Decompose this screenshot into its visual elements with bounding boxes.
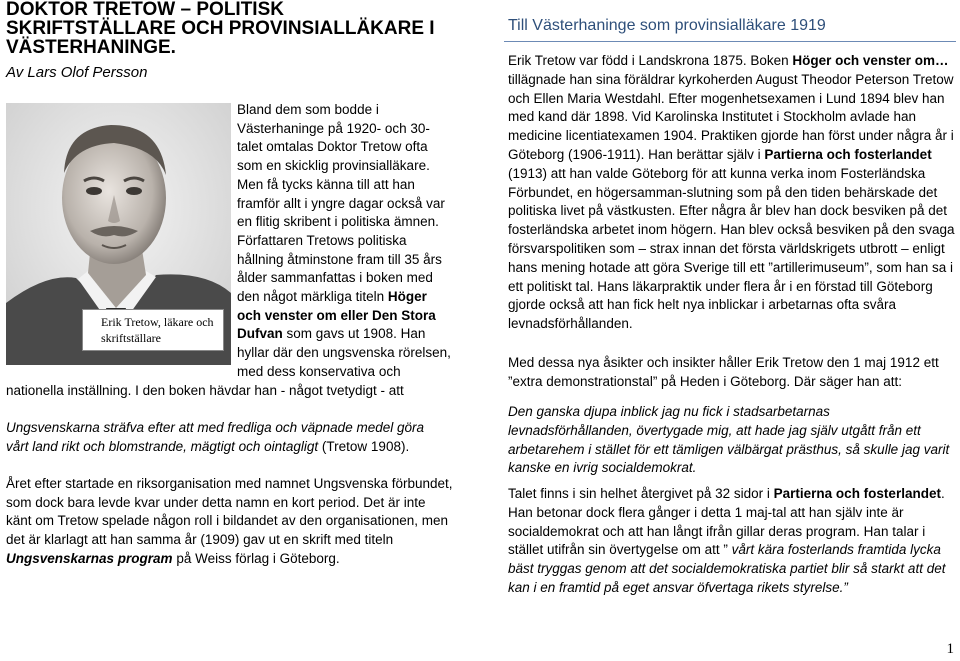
right-paragraph-2: [508, 354, 958, 392]
paragraph-line: med kand där 1898. Vid Karolinska Institutet i Stockholm avlade han: [508, 109, 916, 125]
paragraph-line: ”extra demonstrationstal” på Heden i Göteborg. Där säger han att:: [508, 373, 902, 389]
intro-paragraph: [237, 101, 472, 382]
paragraph-line: gjorde också att han fick helt nya inblickar i arbetarnas ofta svåra: [508, 297, 896, 313]
right-quote: [508, 403, 958, 478]
intro-line: [237, 325, 472, 344]
title-line-1: DOKTOR TRETOW – POLITISK: [6, 0, 284, 20]
quoted-text: vårt kära fosterlands framtida lycka: [731, 542, 941, 558]
intro-line: hållning åtminstone fram till 35 års: [237, 251, 442, 267]
pamphlet-title: Ungsvenskarnas program: [6, 550, 173, 566]
quote-paragraph: [6, 419, 476, 456]
caption-line-1: Erik Tretow, läkare och: [101, 315, 214, 329]
book-title: Partierna och fosterlandet: [773, 486, 941, 501]
intro-line: Men få tycks känna till att han: [237, 176, 415, 192]
intro-line: framför allt i yngre dagar också var: [237, 195, 445, 211]
paragraph-line: Han betonar dock flera gånger i detta 1 maj-tal att han själv inte är: [508, 504, 904, 520]
intro-line: Bland dem som bodde i: [237, 102, 379, 117]
paragraph-line: [6, 550, 476, 569]
quote-line: kanske en ivrig socialdemokrat.: [508, 460, 697, 476]
title-line-3: VÄSTERHANINGE.: [6, 37, 176, 58]
paragraph-line: (1913) att han valde Göteborg för att kunna verka inom Fosterländska: [508, 165, 926, 181]
intro-line-text: som gavs ut 1908. Han: [282, 326, 426, 342]
intro-line: [237, 288, 472, 307]
paragraph-line: tillägnade han sina föräldrar kyrkoherden August Theodor Peterson Tretow: [508, 71, 954, 87]
book-title-part-b: och venster om eller Den Stora: [237, 307, 436, 323]
paragraph-line: det är klarlagt att han samma år (1909) gav ut en skrift med titeln: [6, 532, 394, 548]
paragraph-line: Året efter startade en riksorganisation med namnet Ungsvenska förbundet,: [6, 476, 453, 491]
quote-line: arbetarehem i stället för ett tämligen välbärgat prästhus, så skulle jag varit: [508, 441, 950, 457]
article-title: [6, 0, 476, 57]
paragraph-text: Talet finns i sin helhet återgivet på 32 sidor i: [508, 486, 774, 501]
paragraph-line: Med dessa nya åsikter och insikter håller Erik Tretow den 1 maj 1912 ett: [508, 355, 939, 370]
paragraph-line: bäst tryggas genom att det socialdemokratiska partiet blir så starkt att det: [508, 561, 946, 577]
author-byline: Av Lars Olof Persson: [6, 64, 148, 81]
paragraph-line: [508, 146, 958, 165]
quote-text: vårt land rikt och blomstrande, mägtigt och ointagligt: [6, 438, 319, 454]
paragraph-text: Göteborg (1906-1911). Han berättar själv i: [508, 146, 765, 162]
paragraph-line: [508, 52, 958, 71]
intro-line: en flitig skribent i politiska ämnen.: [237, 214, 439, 230]
book-title-part-a: Höger: [387, 289, 427, 305]
intro-line-text: den något märkliga titeln: [237, 289, 388, 305]
title-line-2: SKRIFTSTÄLLARE OCH PROVINSIALLÄKARE I: [6, 18, 435, 39]
quote-line: levnadsförhållanden, övertygade mig, att hade jag själv utgått från ett: [508, 422, 921, 438]
book-title: Partierna och fosterlandet: [764, 146, 932, 162]
paragraph-text: på Weiss förlag i Göteborg.: [172, 550, 340, 566]
paragraph-line: fosterländska arbetet inom högern. Han blev också besviken på den svaga: [508, 222, 955, 238]
paragraph-line: försvarspolitiken som – strax innan det första världskrigets utbrott – enligt: [508, 240, 945, 256]
paragraph-text: Erik Tretow var född i Landskrona 1875. Boken: [508, 53, 793, 68]
paragraph-2: [6, 475, 476, 569]
intro-line: Författaren Tretows politiska: [237, 232, 407, 248]
intro-line: ålder sammanfattas i boken med: [237, 270, 433, 286]
intro-line: med dess konservativa och: [237, 363, 401, 379]
caption-line-2: skriftställare: [101, 331, 161, 345]
paragraph-line: levnadsförhållanden.: [508, 316, 633, 332]
intro-line: som en skicklig provinsialläkare.: [237, 158, 430, 174]
paragraph-line: politiska livet på västkusten. Efter några år blev han dock besviken på det: [508, 203, 948, 219]
paragraph-line: känt om Tretow spelade någon roll i bildandet av den organisationen, men: [6, 513, 449, 529]
paragraph-text: .: [940, 486, 945, 501]
paragraph-line: [508, 541, 958, 560]
paragraph-line: [508, 485, 958, 504]
right-paragraph-1: [508, 52, 958, 334]
book-title: Höger och venster om…: [792, 53, 949, 68]
paragraph-line: hans mening hotade att göra Sverige till ett ”artillerimuseum”, som han sa i: [508, 259, 953, 275]
intro-line: [237, 307, 472, 326]
photo-caption: [82, 309, 224, 351]
intro-line: Västerhaninge på 1920- och 30-: [237, 120, 430, 136]
intro-line: hyllar där den ungsvenska rörelsen,: [237, 345, 451, 361]
section-heading: Till Västerhaninge som provinsialläkare 1919: [508, 17, 826, 34]
paragraph-line: Förbundet, en högersamman-slutning som på den tiden behärskade det: [508, 184, 938, 200]
intro-full-line: nationella inställning. I den boken hävdar han - något tvetydigt - att: [6, 383, 404, 398]
quote-line: Den ganska djupa inblick jag nu fick i stadsarbetarnas: [508, 404, 830, 419]
page-number: 1: [946, 641, 954, 657]
book-title-part-c: Dufvan: [237, 326, 283, 342]
heading-rule: [504, 41, 956, 42]
quote-line: [6, 438, 476, 457]
intro-line: talet omtalas Doktor Tretow ofta: [237, 139, 428, 155]
paragraph-line: och Ellen Maria Westdahl. Efter mogenhetsexamen i Lund 1894 blev han: [508, 90, 945, 106]
paragraph-line: som dock bara levde kvar under detta namn en kort period. Det är inte: [6, 494, 426, 510]
quote-reference: (Tretow 1908).: [318, 438, 410, 454]
paragraph-line: medicine licentiatexamen 1904. Praktiken gjorde han först under några år i: [508, 128, 954, 144]
paragraph-line: kan i en framtid på eget ansvar öfvertaga rikets styrelse.”: [508, 579, 848, 595]
paragraph-text: stället utifrån sin övertygelse om att ”: [508, 542, 732, 558]
right-paragraph-3: [508, 485, 958, 598]
paragraph-line: socialdemokrat och att han långt ifrån gillar deras program. Han talar i: [508, 523, 926, 539]
quote-line: Ungsvenskarna sträfva efter att med fredliga och väpnade medel göra: [6, 420, 424, 435]
paragraph-line: ett politiskt tal. Hans läkarpraktik under flera år i en förstad till Göteborg: [508, 278, 933, 294]
